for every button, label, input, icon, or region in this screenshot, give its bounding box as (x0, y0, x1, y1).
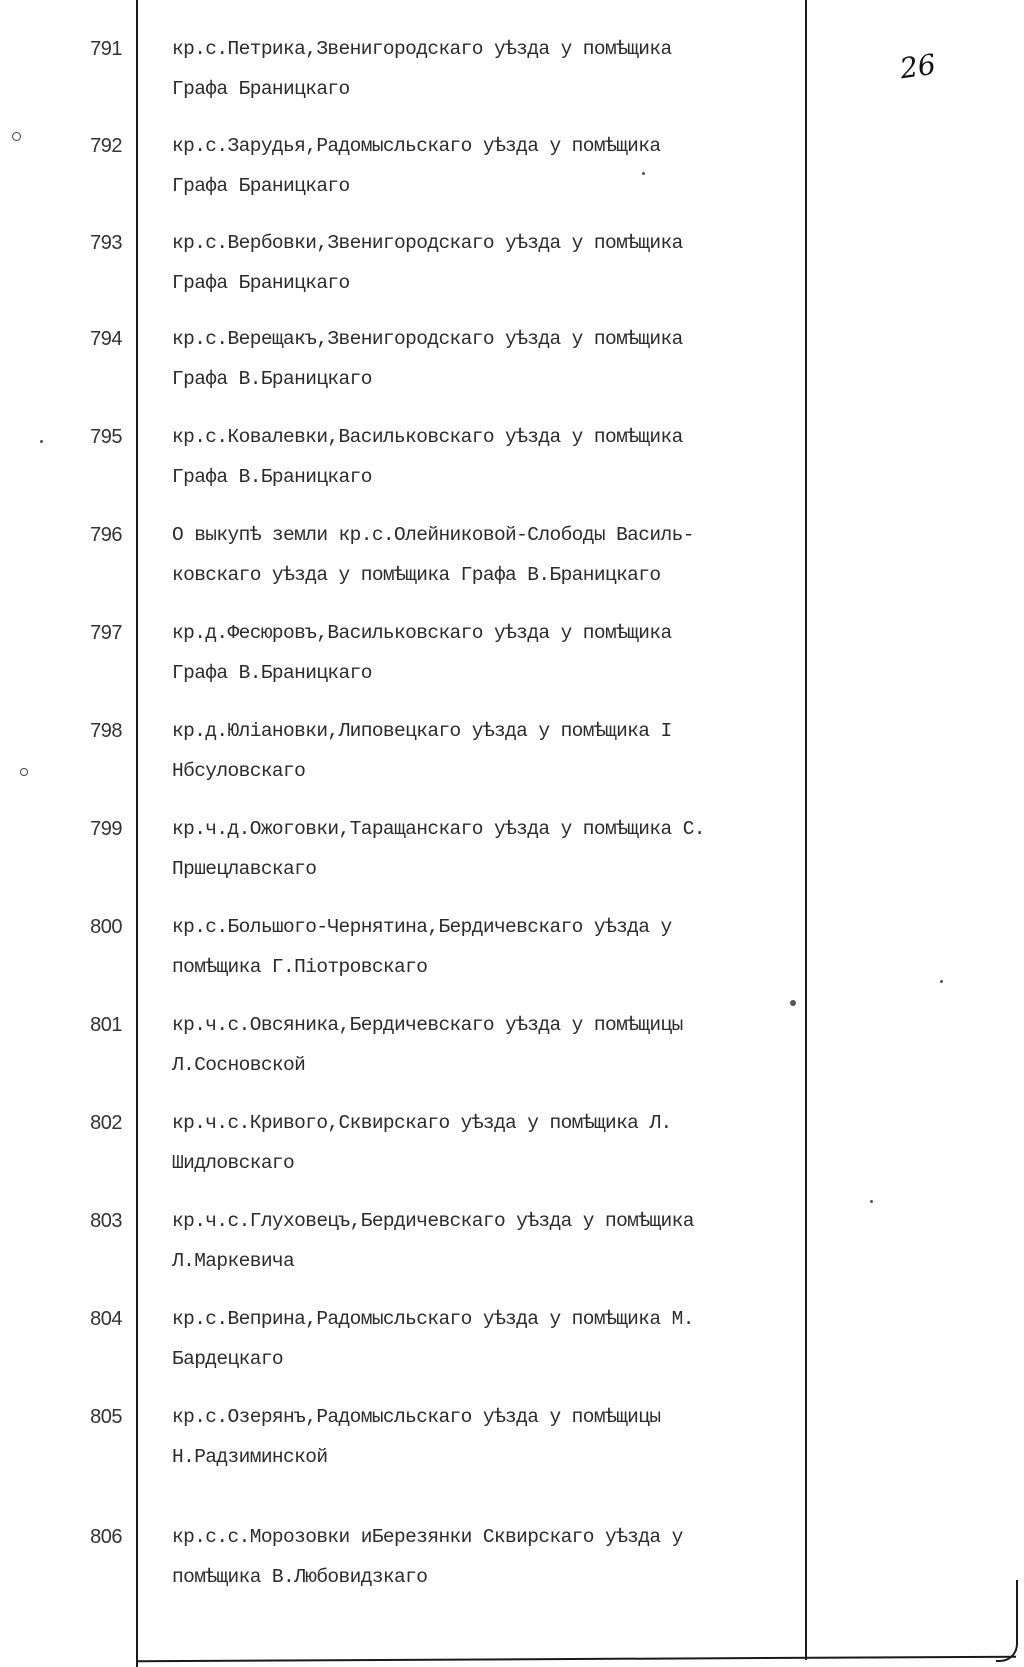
entry-text-line-2: Графа В.Браницкаго (172, 662, 372, 684)
entry-text-line-2: Шидловскаго (172, 1152, 295, 1174)
entry-number: 806 (90, 1526, 122, 1548)
list-item (0, 1210, 806, 1300)
list-item (0, 1112, 806, 1202)
entry-text-line-1: кр.д.Юліановки,Липовецкаго уѣзда у помѣщика I (172, 720, 672, 742)
entry-text-line-1: кр.с.с.Морозовки иБерезянки Сквирскаго уѣзда у (172, 1526, 683, 1548)
entry-number: 803 (90, 1210, 122, 1232)
entry-number: 799 (90, 818, 122, 840)
entry-number: 793 (90, 232, 122, 254)
entry-number: 801 (90, 1014, 122, 1036)
entry-number: 798 (90, 720, 122, 742)
entry-number: 802 (90, 1112, 122, 1134)
scan-speck (20, 768, 28, 776)
handwritten-folio-number: 26 (897, 47, 938, 86)
entry-text-line-1: кр.с.Ковалевки,Васильковскаго уѣзда у помѣщика (172, 426, 683, 448)
entry-text-line-1: кр.с.Петрика,Звенигородскаго уѣзда у помѣщика (172, 38, 672, 60)
list-item (0, 818, 806, 908)
entry-number: 795 (90, 426, 122, 448)
list-item (0, 328, 806, 418)
entry-text-line-1: О выкупѣ земли кр.с.Олейниковой-Слободы Василь- (172, 524, 694, 546)
entry-text-line-1: кр.с.Озерянъ,Радомысльскаго уѣзда у помѣщицы (172, 1406, 661, 1428)
entry-text-line-2: помѣщика В.Любовидзкаго (172, 1566, 428, 1588)
page-edge-curl (996, 1580, 1018, 1662)
entry-number: 805 (90, 1406, 122, 1428)
entry-text-line-2: Бардецкаго (172, 1348, 284, 1370)
entry-text-line-1: кр.ч.с.Кривого,Сквирскаго уѣзда у помѣщика Л. (172, 1112, 672, 1134)
bottom-rule (136, 1656, 1016, 1663)
list-item (0, 720, 806, 810)
entry-text-line-1: кр.ч.д.Ожоговки,Таращанскаго уѣзда у помѣщика С. (172, 818, 705, 840)
entry-number: 796 (90, 524, 122, 546)
entry-number: 800 (90, 916, 122, 938)
entry-number: 792 (90, 135, 122, 157)
scan-speck (40, 440, 43, 443)
scan-speck (790, 1000, 796, 1006)
entry-text-line-1: кр.д.Фесюровъ,Васильковскаго уѣзда у помѣщика (172, 622, 672, 644)
list-item (0, 135, 806, 225)
entry-text-line-2: Л.Сосновской (172, 1054, 306, 1076)
list-item (0, 1526, 806, 1616)
entry-number: 794 (90, 328, 122, 350)
entry-text-line-2: ковскаго уѣзда у помѣщика Графа В.Браницкаго (172, 564, 661, 586)
list-item (0, 1014, 806, 1104)
entry-number: 804 (90, 1308, 122, 1330)
list-item (0, 916, 806, 1006)
list-item (0, 38, 806, 128)
entry-text-line-2: Графа Браницкаго (172, 78, 350, 100)
entry-text-line-1: кр.ч.с.Овсяника,Бердичевскаго уѣзда у помѣщицы (172, 1014, 683, 1036)
scan-speck (940, 980, 943, 983)
list-item (0, 1406, 806, 1496)
entry-text-line-2: Н.Радзиминской (172, 1446, 328, 1468)
list-item (0, 622, 806, 712)
entry-text-line-2: Л.Маркевича (172, 1250, 295, 1272)
list-item (0, 524, 806, 614)
entry-text-line-1: кр.с.Верещакъ,Звенигородскаго уѣзда у помѣщика (172, 328, 683, 350)
entry-text-line-2: Графа В.Браницкаго (172, 368, 372, 390)
entry-text-line-1: кр.с.Вербовки,Звенигородскаго уѣзда у помѣщика (172, 232, 683, 254)
entry-text-line-1: кр.с.Веприна,Радомысльскаго уѣзда у помѣщика М. (172, 1308, 694, 1330)
scan-speck (870, 1200, 873, 1203)
scan-speck (642, 172, 645, 175)
scan-speck (12, 132, 21, 141)
entry-text-line-1: кр.с.Зарудья,Радомысльскаго уѣзда у помѣщика (172, 135, 661, 157)
entry-text-line-2: Нбсуловскаго (172, 760, 306, 782)
entry-text-line-2: помѣщика Г.Піотровскаго (172, 956, 428, 978)
list-item (0, 1308, 806, 1398)
entry-number: 791 (90, 38, 122, 60)
entry-text-line-2: Пршецлавскаго (172, 858, 317, 880)
list-item (0, 426, 806, 516)
entry-text-line-2: Графа Браницкаго (172, 175, 350, 197)
entry-number: 797 (90, 622, 122, 644)
entry-text-line-1: кр.с.Большого-Чернятина,Бердичевскаго уѣзда у (172, 916, 672, 938)
entry-text-line-2: Графа В.Браницкаго (172, 466, 372, 488)
list-item (0, 232, 806, 322)
entry-text-line-1: кр.ч.с.Глуховецъ,Бердичевскаго уѣзда у помѣщика (172, 1210, 694, 1232)
entry-text-line-2: Графа Браницкаго (172, 272, 350, 294)
